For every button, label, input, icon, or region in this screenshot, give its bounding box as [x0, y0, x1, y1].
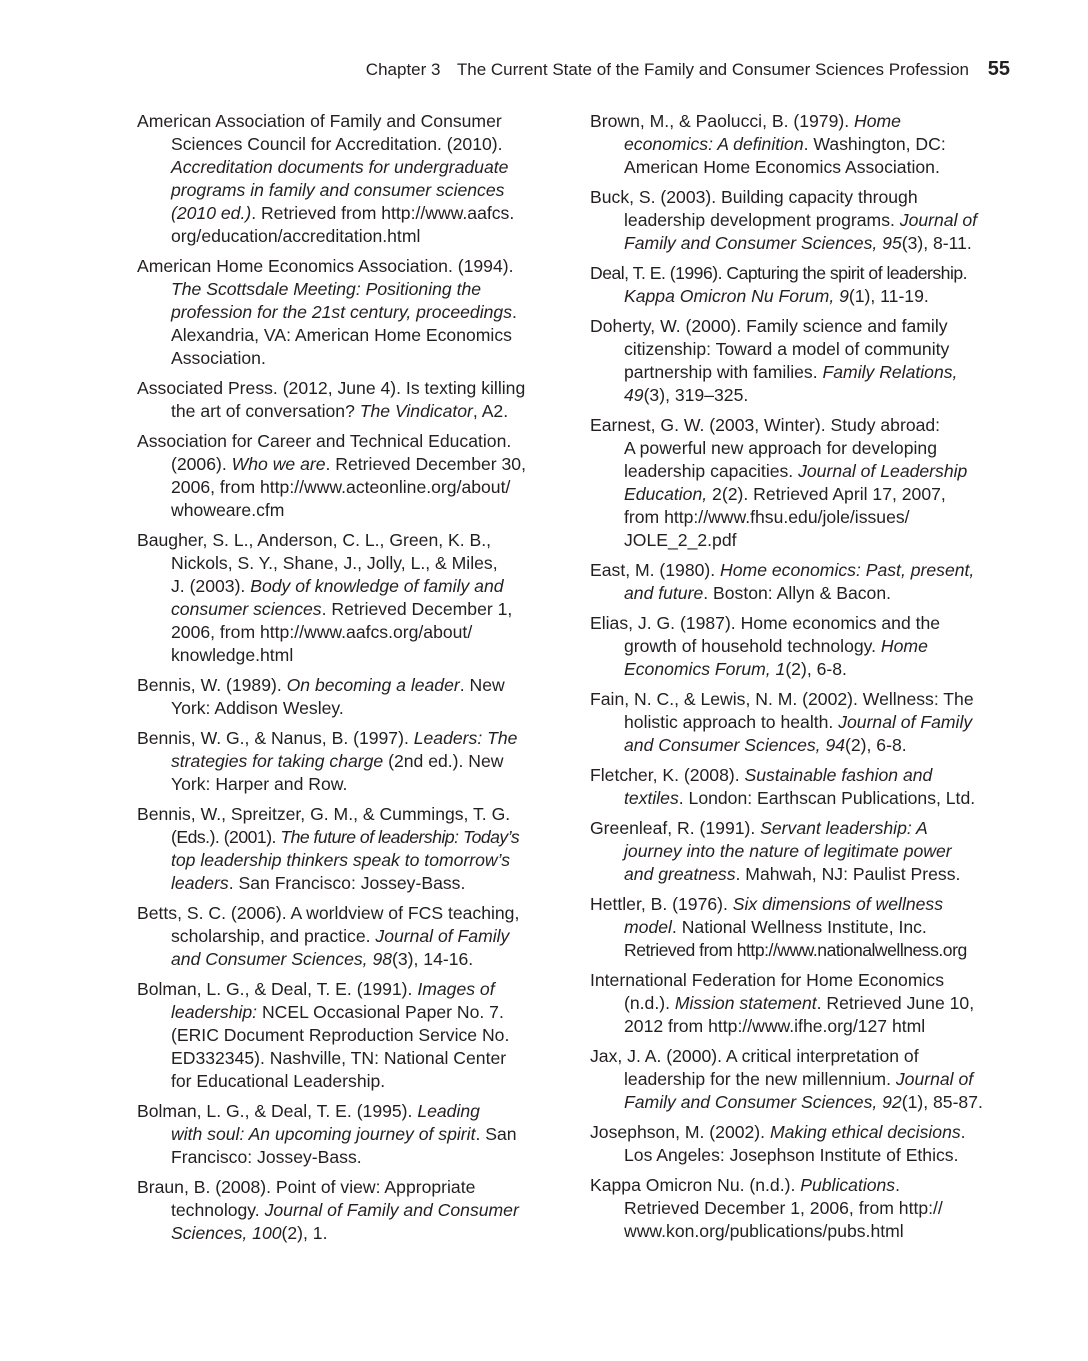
reference-title-italic: Education,	[624, 484, 708, 504]
reference-text: York: Addison Wesley.	[171, 698, 344, 718]
reference-title-italic: The future of leadership: Today’s	[280, 827, 520, 847]
reference-line	[137, 1001, 577, 1024]
reference-text: 2006, from http://www.aafcs.org/about/	[171, 622, 473, 642]
reference-text: . Retrieved December 1,	[321, 599, 513, 619]
running-header	[366, 58, 1010, 81]
reference-text: Retrieved December 1, 2006, from http://	[624, 1198, 943, 1218]
reference-line	[137, 430, 577, 453]
reference-entry	[590, 186, 1030, 255]
reference-text: Jax, J. A. (2000). A critical interpretation of	[590, 1046, 919, 1066]
reference-line	[137, 948, 577, 971]
reference-title-italic: Mission statement	[674, 993, 817, 1013]
reference-line	[137, 225, 577, 248]
reference-line	[590, 992, 1030, 1015]
reference-text: Associated Press. (2012, June 4). Is texting killing	[137, 378, 526, 398]
reference-line	[590, 1068, 1030, 1091]
reference-title-italic: Family and Consumer Sciences, 95	[624, 233, 902, 253]
reference-text: Buck, S. (2003). Building capacity through	[590, 187, 918, 207]
reference-entry	[590, 1045, 1030, 1114]
reference-entry	[137, 430, 577, 522]
reference-entry	[137, 1100, 577, 1169]
reference-line	[137, 1123, 577, 1146]
reference-text: (2), 6-8.	[785, 659, 847, 679]
reference-text: the art of conversation?	[171, 401, 360, 421]
reference-line	[137, 826, 577, 849]
chapter-label: Chapter 3	[365, 60, 441, 79]
reference-text: . Boston: Allyn & Bacon.	[703, 583, 892, 603]
reference-line	[137, 255, 577, 278]
reference-line	[590, 506, 1030, 529]
reference-text: from http://www.fhsu.edu/jole/issues/	[624, 507, 910, 527]
reference-title-italic: Body of knowledge of family and	[250, 576, 504, 596]
reference-line	[590, 338, 1030, 361]
reference-line	[590, 110, 1030, 133]
reference-text: Bennis, W. G., & Nanus, B. (1997).	[137, 728, 414, 748]
reference-text: (3), 319–325.	[643, 385, 749, 405]
reference-text: Deal, T. E. (1996). Capturing the spirit of leadership.	[590, 263, 968, 283]
reference-text: (3), 14-16.	[392, 949, 474, 969]
reference-text: (ERIC Document Reproduction Service No.	[171, 1025, 510, 1045]
reference-text: American Home Economics Association.	[624, 157, 940, 177]
reference-text: growth of household technology.	[624, 636, 881, 656]
reference-title-italic: 49	[624, 385, 644, 405]
reference-line	[137, 110, 577, 133]
reference-line	[137, 872, 577, 895]
reference-text: York: Harper and Row.	[171, 774, 348, 794]
reference-text: .	[960, 1122, 966, 1142]
reference-text: International Federation for Home Economics	[590, 970, 945, 990]
reference-line	[137, 925, 577, 948]
reference-line	[137, 727, 577, 750]
reference-text: partnership with families.	[624, 362, 823, 382]
reference-line	[590, 612, 1030, 635]
reference-line	[590, 315, 1030, 338]
reference-line	[137, 1176, 577, 1199]
reference-entry	[590, 1121, 1030, 1167]
reference-line	[137, 179, 577, 202]
reference-line	[590, 460, 1030, 483]
reference-text: Braun, B. (2008). Point of view: Appropriate	[137, 1177, 476, 1197]
reference-line	[137, 377, 577, 400]
reference-text: . Retrieved June 10,	[816, 993, 975, 1013]
reference-text: technology.	[171, 1200, 265, 1220]
reference-line	[137, 301, 577, 324]
reference-title-italic: leadership:	[171, 1002, 258, 1022]
reference-entry	[590, 688, 1030, 757]
reference-title-italic: strategies for taking charge	[171, 751, 384, 771]
reference-text: . Mahwah, NJ: Paulist Press.	[735, 864, 961, 884]
reference-text: Association.	[171, 348, 266, 368]
reference-line	[590, 361, 1030, 384]
reference-text: Alexandria, VA: American Home Economics	[171, 325, 512, 345]
reference-line	[590, 787, 1030, 810]
reference-title-italic: journey into the nature of legitimate power	[624, 841, 952, 861]
reference-entry	[590, 559, 1030, 605]
reference-text: Francisco: Jossey-Bass.	[171, 1147, 362, 1167]
reference-line	[590, 688, 1030, 711]
reference-line	[137, 598, 577, 621]
reference-text: (1), 11-19.	[848, 286, 929, 306]
reference-text: Earnest, G. W. (2003, Winter). Study abroad:	[590, 415, 941, 435]
reference-text: NCEL Occasional Paper No. 7.	[257, 1002, 504, 1022]
reference-entry	[590, 764, 1030, 810]
reference-entry	[590, 817, 1030, 886]
reference-line	[137, 400, 577, 423]
reference-line	[137, 773, 577, 796]
reference-line	[590, 1220, 1030, 1243]
reference-entry	[137, 255, 577, 370]
reference-text: (1), 85-87.	[901, 1092, 983, 1112]
reference-line	[590, 1121, 1030, 1144]
reference-line	[590, 156, 1030, 179]
reference-text: scholarship, and practice.	[171, 926, 376, 946]
reference-title-italic: top leadership thinkers speak to tomorrow’s	[171, 850, 511, 870]
reference-title-italic: and Consumer Sciences, 94	[624, 735, 846, 755]
reference-text: . Retrieved December 30,	[325, 454, 526, 474]
reference-text: . London: Earthscan Publications, Ltd.	[678, 788, 976, 808]
reference-line	[137, 575, 577, 598]
reference-line	[590, 635, 1030, 658]
reference-title-italic: Home economics: Past, present,	[720, 560, 975, 580]
reference-text: (2), 1.	[281, 1223, 328, 1243]
reference-line	[137, 674, 577, 697]
reference-line	[590, 582, 1030, 605]
reference-entry	[137, 803, 577, 895]
reference-title-italic: Leading	[417, 1101, 480, 1121]
reference-text: (2006).	[171, 454, 232, 474]
reference-line	[137, 202, 577, 225]
reference-entry	[590, 893, 1030, 962]
reference-line	[590, 711, 1030, 734]
reference-line	[137, 902, 577, 925]
reference-text: citizenship: Toward a model of community	[624, 339, 950, 359]
reference-entry	[590, 969, 1030, 1038]
reference-line	[590, 1045, 1030, 1068]
reference-line	[590, 764, 1030, 787]
reference-line	[137, 697, 577, 720]
reference-title-italic: Journal of Family	[375, 926, 510, 946]
reference-text: JOLE_2_2.pdf	[624, 530, 737, 550]
reference-line	[590, 262, 1030, 285]
reference-text: org/education/accreditation.html	[171, 226, 421, 246]
reference-text: Kappa Omicron Nu. (n.d.).	[590, 1175, 801, 1195]
reference-title-italic: Home	[854, 111, 901, 131]
reference-entry	[137, 727, 577, 796]
reference-text: (2), 6-8.	[845, 735, 907, 755]
reference-text: for Educational Leadership.	[171, 1071, 386, 1091]
reference-title-italic: Leaders: The	[413, 728, 518, 748]
reference-line	[137, 1100, 577, 1123]
reference-line	[137, 1070, 577, 1093]
reference-title-italic: Servant leadership: A	[760, 818, 928, 838]
reference-title-italic: Journal of Family and Consumer	[264, 1200, 519, 1220]
reference-title-italic: Six dimensions of wellness	[732, 894, 944, 914]
reference-title-italic: Accreditation documents for undergraduate	[171, 157, 509, 177]
reference-text: (n.d.).	[624, 993, 675, 1013]
reference-line	[137, 324, 577, 347]
reference-line	[590, 1015, 1030, 1038]
reference-line	[137, 552, 577, 575]
reference-line	[590, 529, 1030, 552]
reference-text: holistic approach to health.	[624, 712, 839, 732]
reference-text: ED332345). Nashville, TN: National Center	[171, 1048, 507, 1068]
reference-text: Sciences Council for Accreditation. (2010).	[171, 134, 503, 154]
reference-line	[590, 893, 1030, 916]
reference-title-italic: textiles	[624, 788, 679, 808]
reference-entry	[590, 110, 1030, 179]
reference-line	[590, 232, 1030, 255]
reference-title-italic: economics: A definition	[624, 134, 804, 154]
reference-text: Fletcher, K. (2008).	[590, 765, 745, 785]
reference-line	[137, 644, 577, 667]
reference-column-left	[137, 110, 577, 1252]
reference-line	[590, 285, 1030, 308]
reference-title-italic: Economics Forum, 1	[624, 659, 786, 679]
reference-line	[137, 453, 577, 476]
reference-text: 2(2). Retrieved April 17, 2007,	[707, 484, 946, 504]
reference-line	[137, 133, 577, 156]
reference-entry	[590, 315, 1030, 407]
reference-entry	[137, 377, 577, 423]
reference-text: leadership development programs.	[624, 210, 900, 230]
reference-line	[590, 414, 1030, 437]
reference-text: . San Francisco: Jossey-Bass.	[228, 873, 466, 893]
reference-line	[137, 1199, 577, 1222]
reference-entry	[590, 262, 1030, 308]
reference-title-italic: Who we are	[231, 454, 326, 474]
reference-line	[590, 817, 1030, 840]
reference-text: Bennis, W. (1989).	[137, 675, 287, 695]
reference-line	[590, 384, 1030, 407]
reference-text: Association for Career and Technical Education.	[137, 431, 512, 451]
reference-text: .	[895, 1175, 900, 1195]
reference-text: leadership capacities.	[624, 461, 799, 481]
reference-text: Bolman, L. G., & Deal, T. E. (1995).	[137, 1101, 418, 1121]
reference-line	[137, 803, 577, 826]
reference-line	[590, 133, 1030, 156]
reference-line	[590, 658, 1030, 681]
reference-title-italic: Family and Consumer Sciences, 92	[624, 1092, 902, 1112]
chapter-title: The Current State of the Family and Consumer Sciences Profession	[456, 60, 970, 79]
reference-text: .	[512, 302, 517, 322]
reference-title-italic: Kappa Omicron Nu Forum, 9	[624, 286, 849, 306]
reference-title-italic: Sustainable fashion and	[744, 765, 933, 785]
reference-line	[137, 476, 577, 499]
reference-line	[590, 1091, 1030, 1114]
reference-text: Bolman, L. G., & Deal, T. E. (1991).	[137, 979, 418, 999]
reference-text: Los Angeles: Josephson Institute of Ethics.	[624, 1145, 959, 1165]
reference-line	[590, 734, 1030, 757]
reference-text: Bennis, W., Spreitzer, G. M., & Cummings, T. G.	[137, 804, 511, 824]
reference-text: Brown, M., & Paolucci, B. (1979).	[590, 111, 855, 131]
reference-text: . Retrieved from http://www.aafcs.	[251, 203, 515, 223]
reference-text: (Eds.). (2001).	[171, 827, 281, 847]
reference-line	[137, 278, 577, 301]
reference-title-italic: with soul: An upcoming journey of spirit	[171, 1124, 476, 1144]
reference-text: (2nd ed.). New	[383, 751, 504, 771]
reference-line	[590, 840, 1030, 863]
reference-entry	[590, 1174, 1030, 1243]
reference-title-italic: The Scottsdale Meeting: Positioning the	[171, 279, 482, 299]
reference-text: whoweare.cfm	[171, 500, 285, 520]
reference-text: Retrieved from http://www.nationalwellness.org	[624, 940, 967, 960]
reference-text: A powerful new approach for developing	[624, 438, 937, 458]
reference-title-italic: Journal of Leadership	[798, 461, 968, 481]
reference-text: Fain, N. C., & Lewis, N. M. (2002). Wellness: The	[590, 689, 974, 709]
reference-text: Greenleaf, R. (1991).	[590, 818, 761, 838]
reference-line	[137, 750, 577, 773]
reference-line	[137, 978, 577, 1001]
reference-text: 2012 from http://www.ifhe.org/127 html	[624, 1016, 926, 1036]
reference-title-italic: The Vindicator	[359, 401, 473, 421]
reference-text: (3), 8-11.	[901, 233, 972, 253]
reference-line	[137, 347, 577, 370]
reference-column-right	[590, 110, 1030, 1250]
reference-line	[590, 483, 1030, 506]
reference-title-italic: Journal of	[899, 210, 978, 230]
reference-line	[137, 499, 577, 522]
reference-text: . New	[459, 675, 505, 695]
reference-line	[590, 1197, 1030, 1220]
reference-line	[137, 1024, 577, 1047]
reference-line	[137, 529, 577, 552]
reference-text: Nickols, S. Y., Shane, J., Jolly, L., & Miles,	[171, 553, 498, 573]
reference-line	[137, 1146, 577, 1169]
reference-line	[590, 559, 1030, 582]
reference-text: , A2.	[472, 401, 509, 421]
reference-line	[137, 1222, 577, 1245]
reference-text: leadership for the new millennium.	[624, 1069, 896, 1089]
reference-line	[137, 621, 577, 644]
reference-title-italic: (2010 ed.)	[171, 203, 252, 223]
reference-line	[590, 437, 1030, 460]
reference-text: American Association of Family and Consumer	[137, 111, 502, 131]
reference-line	[590, 1174, 1030, 1197]
reference-title-italic: Family Relations,	[822, 362, 958, 382]
reference-text: . Washington, DC:	[803, 134, 946, 154]
reference-line	[137, 1047, 577, 1070]
reference-title-italic: profession for the 21st century, proceedings	[171, 302, 512, 322]
reference-text: East, M. (1980).	[590, 560, 721, 580]
reference-title-italic: and future	[624, 583, 704, 603]
reference-entry	[137, 674, 577, 720]
reference-line	[590, 969, 1030, 992]
reference-text: Baugher, S. L., Anderson, C. L., Green, K. B.,	[137, 530, 492, 550]
reference-title-italic: leaders	[171, 873, 229, 893]
reference-title-italic: Images of	[417, 979, 495, 999]
reference-line	[590, 916, 1030, 939]
reference-entry	[590, 414, 1030, 552]
reference-line	[590, 186, 1030, 209]
reference-text: Hettler, B. (1976).	[590, 894, 733, 914]
reference-title-italic: Journal of	[895, 1069, 974, 1089]
reference-text: Betts, S. C. (2006). A worldview of FCS teaching,	[137, 903, 520, 923]
reference-text: J. (2003).	[171, 576, 251, 596]
reference-title-italic: Journal of Family	[838, 712, 973, 732]
reference-title-italic: and greatness	[624, 864, 736, 884]
reference-title-italic: Publications	[800, 1175, 896, 1195]
reference-text: American Home Economics Association. (1994).	[137, 256, 514, 276]
reference-line	[137, 849, 577, 872]
reference-title-italic: and Consumer Sciences, 98	[171, 949, 393, 969]
reference-text: knowledge.html	[171, 645, 294, 665]
reference-text: . San	[475, 1124, 517, 1144]
reference-line	[590, 863, 1030, 886]
reference-line	[590, 209, 1030, 232]
reference-title-italic: programs in family and consumer sciences	[171, 180, 505, 200]
reference-entry	[590, 612, 1030, 681]
reference-title-italic: Home	[880, 636, 928, 656]
reference-title-italic: Making ethical decisions	[769, 1122, 961, 1142]
reference-line	[590, 1144, 1030, 1167]
reference-text: 2006, from http://www.acteonline.org/about/	[171, 477, 511, 497]
reference-text: Josephson, M. (2002).	[590, 1122, 770, 1142]
reference-entry	[137, 978, 577, 1093]
reference-line	[137, 156, 577, 179]
page-number: 55	[987, 58, 1010, 80]
reference-text: . National Wellness Institute, Inc.	[671, 917, 927, 937]
reference-text: Elias, J. G. (1987). Home economics and the	[590, 613, 941, 633]
reference-title-italic: model	[624, 917, 672, 937]
reference-title-italic: consumer sciences	[171, 599, 322, 619]
reference-entry	[137, 529, 577, 667]
reference-title-italic: Sciences, 100	[171, 1223, 282, 1243]
reference-text: www.kon.org/publications/pubs.html	[624, 1221, 904, 1241]
reference-line	[590, 939, 1030, 962]
reference-entry	[137, 1176, 577, 1245]
reference-title-italic: On becoming a leader	[286, 675, 460, 695]
reference-entry	[137, 902, 577, 971]
reference-entry	[137, 110, 577, 248]
reference-text: Doherty, W. (2000). Family science and family	[590, 316, 948, 336]
